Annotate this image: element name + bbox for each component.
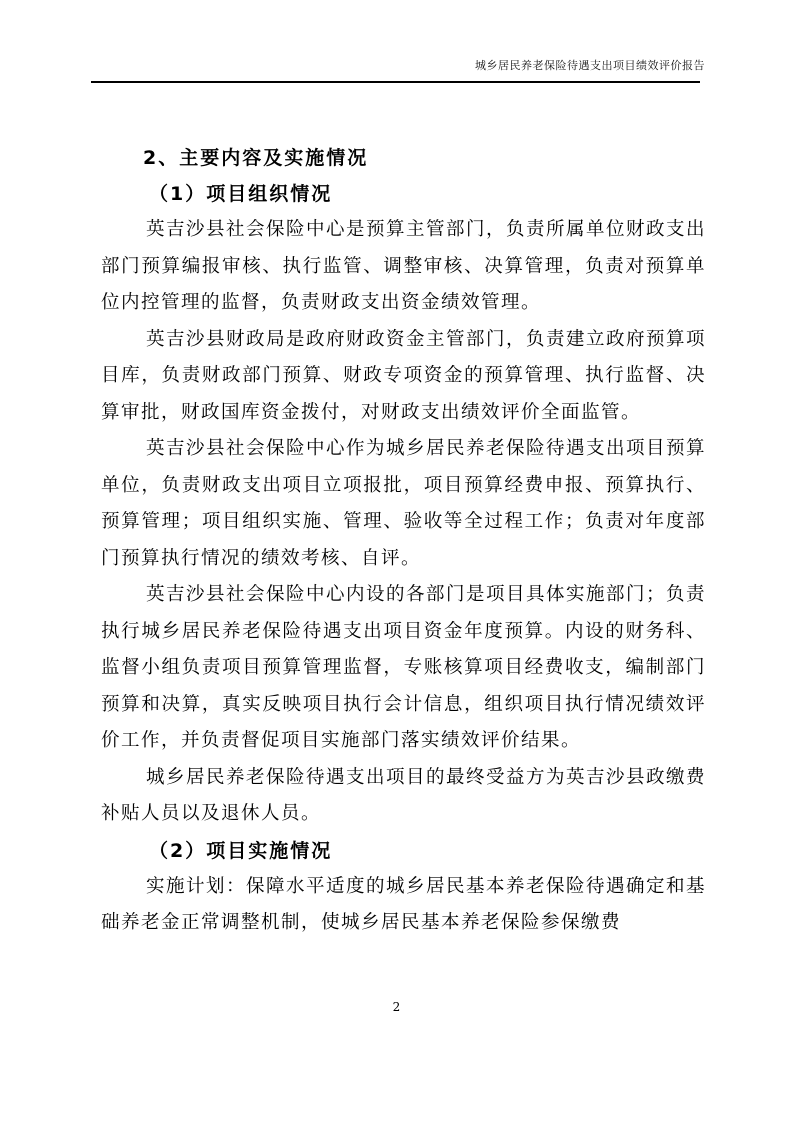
section-heading: 2、主要内容及实施情况 [143,147,369,169]
header-title: 城乡居民养老保险待遇支出项目绩效评价报告 [475,59,705,72]
paragraph-1: 英吉沙县社会保险中心是预算主管部门，负责所属单位财政支出部门预算编报审核、执行监管、调整审核、决算管理，负责对预算单位内控管理的监督，负责财政支出资金绩效管理。 [101,219,707,313]
subsection-heading-2: （2）项目实施情况 [149,839,333,862]
paragraph-3: 英吉沙县社会保险中心作为城乡居民养老保险待遇支出项目预算单位，负责财政支出项目立项报批，项目预算经费申报、预算执行、预算管理；项目组织实施、管理、验收等全过程工作；负责对年度部门预算执行情况的绩效考核、自评。 [101,438,707,569]
paragraph-4: 英吉沙县社会保险中心内设的各部门是项目具体实施部门；负责执行城乡居民养老保险待遇支出项目资金年度预算。内设的财务科、监督小组负责项目预算管理监督，专账核算项目经费收支，编制部门预算和决算，真实反映项目执行会计信息，组织项目执行情况绩效评价工作，并负责督促项目实施部门落实绩效评价结果。 [101,584,707,751]
document-body [101,140,706,942]
page-number: 2 [392,1000,401,1014]
header-rule [91,81,700,83]
subsection-heading-1: （1）项目组织情况 [149,183,333,205]
paragraph-2: 英吉沙县财政局是政府财政资金主管部门，负责建立政府预算项目库，负责财政部门预算、财政专项资金的预算管理、执行监督、决算审批，财政国库资金拨付，对财政支出绩效评价全面监管。 [101,328,707,423]
paragraph-6: 实施计划：保障水平适度的城乡居民基本养老保险待遇确定和基础养老金正常调整机制，使城乡居民基本养老保险参保缴费 [101,875,707,933]
paragraph-5: 城乡居民养老保险待遇支出项目的最终受益方为英吉沙县政缴费补贴人员以及退休人员。 [101,766,707,824]
